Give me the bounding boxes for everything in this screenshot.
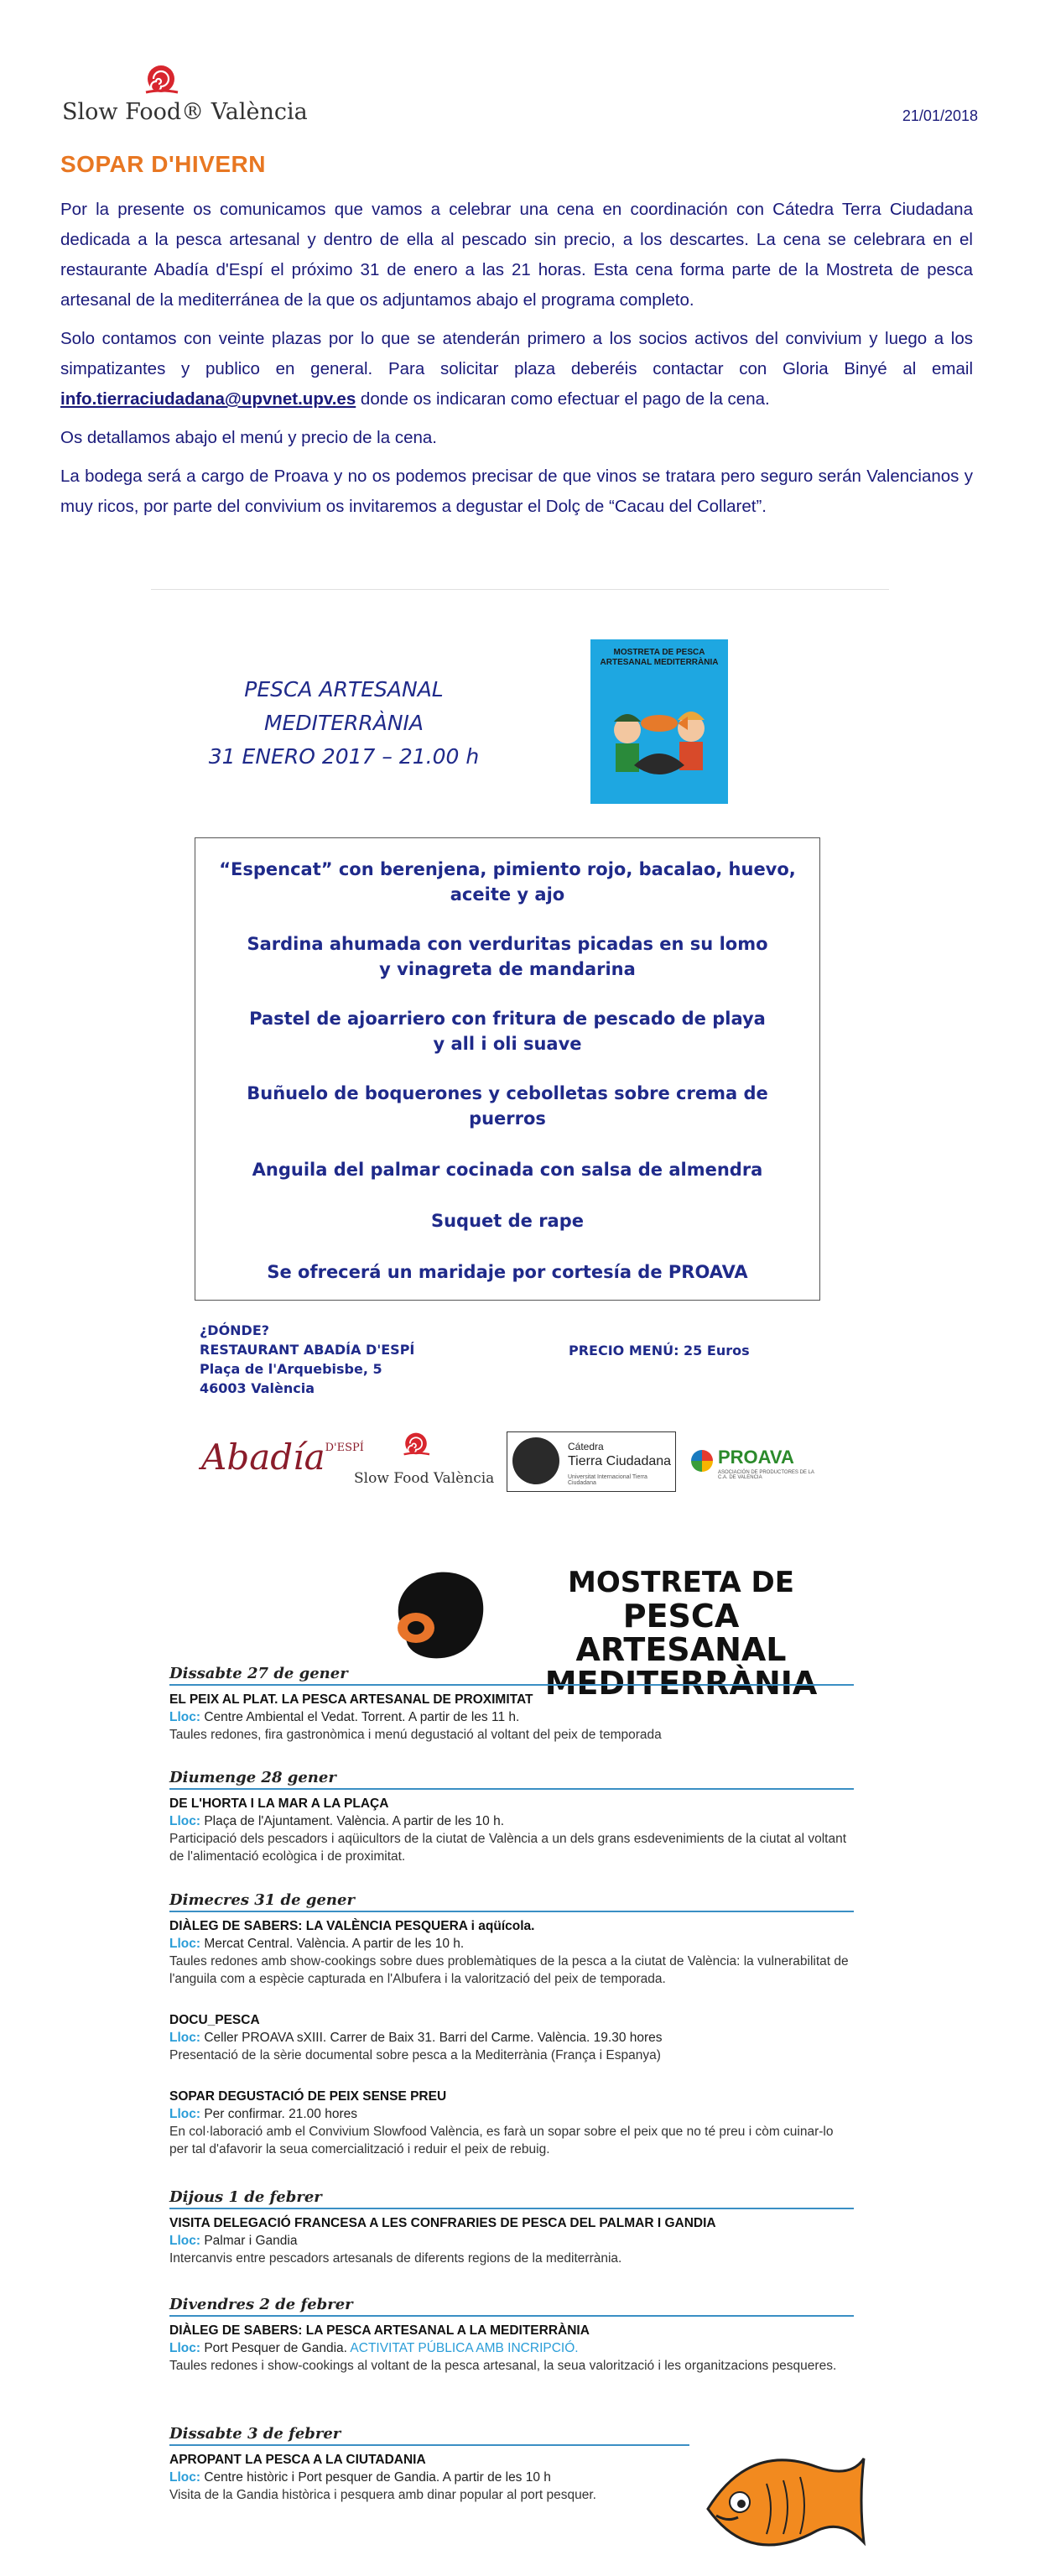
slow-food-valencia-logo bbox=[349, 1431, 500, 1492]
location-value: Centre Ambiental el Vedat. Torrent. A partir de les 11 h. bbox=[204, 1710, 520, 1724]
intro-paragraph: La bodega será a cargo de Proava y no os podemos precisar de que vinos se tratara pero seguro serán Valencianos y muy ricos, por parte del convivium os invitaremos a degustar el Dolç de “Cacau del Collaret”. bbox=[60, 467, 973, 516]
event-title: VISITA DELEGACIÓ FRANCESA A LES CONFRARIES DE PESCA DEL PALMAR I GANDIA bbox=[169, 2216, 716, 2230]
menu-box bbox=[195, 837, 820, 1301]
venue-name: RESTAURANT ABADÍA D'ESPÍ bbox=[200, 1342, 415, 1358]
location-value: Celler PROAVA sXIII. Carrer de Baix 31. Barri del Carme. València. 19.30 hores bbox=[204, 2031, 663, 2045]
event-heading bbox=[168, 673, 520, 774]
event-description: Presentació de la sèrie documental sobre pesca a la Mediterrània (França i Espanya) bbox=[169, 2048, 661, 2062]
document-date: 21/01/2018 bbox=[902, 107, 978, 124]
menu-item-line: Pastel de ajoarriero con fritura de pescado de playa bbox=[249, 1009, 766, 1029]
menu-item-line: Sardina ahumada con verduritas picadas en su lomo bbox=[247, 934, 768, 954]
programme-event bbox=[169, 1691, 854, 1744]
page-title: SOPAR D'HIVERN bbox=[60, 151, 266, 177]
event-title: SOPAR DEGUSTACIÓ DE PEIX SENSE PREU bbox=[169, 2089, 447, 2104]
event-description: En col·laboració amb el Convivium Slowfood València, es farà un sopar sobre el peix que no té preu i còm cuinar-lo per tal d'afavorir la seua comercialització i reduir el peix de rebuig. bbox=[169, 2125, 834, 2156]
menu-item-line: aceite y ajo bbox=[450, 884, 565, 905]
logo-wordmark: Slow Food® València bbox=[62, 99, 308, 125]
programme-day bbox=[169, 2425, 689, 2504]
event-description: Taules redones, fira gastronòmica i menú degustació al voltant del peix de temporada bbox=[169, 1728, 662, 1742]
event-line: 31 ENERO 2017 – 21.00 h bbox=[208, 744, 480, 769]
snail-icon bbox=[143, 64, 179, 97]
proava-name: PROAVA bbox=[718, 1447, 794, 1468]
day-heading: Dimecres 31 de gener bbox=[169, 1891, 854, 1912]
menu-item: Anguila del palmar cocinada con salsa de almendra bbox=[252, 1160, 763, 1180]
day-heading: Diumenge 28 gener bbox=[169, 1769, 854, 1790]
location-key: Lloc: bbox=[169, 2470, 201, 2485]
event-line: PESCA ARTESANAL bbox=[244, 677, 444, 701]
venue-label: ¿DÓNDE? bbox=[200, 1322, 270, 1338]
event-title: DE L'HORTA I LA MAR A LA PLAÇA bbox=[169, 1796, 389, 1811]
menu-item-line: “Espencat” con berenjena, pimiento rojo, bacalao, huevo, bbox=[219, 859, 796, 879]
divider bbox=[151, 589, 889, 590]
intro-paragraph bbox=[60, 324, 973, 415]
menu-item bbox=[212, 1006, 803, 1056]
poster-title: MOSTRETA DE PESCA ARTESANAL MEDITERRÀNIA bbox=[600, 648, 719, 667]
snail-icon bbox=[401, 1431, 431, 1458]
intro-text-part: donde os indicaran como efectuar el pago de la cena. bbox=[356, 389, 770, 409]
location-value: Per confirmar. 21.00 hores bbox=[204, 2107, 357, 2121]
menu-list bbox=[195, 838, 819, 1285]
menu-item bbox=[212, 857, 803, 907]
event-location bbox=[169, 2029, 854, 2047]
event-location bbox=[169, 1935, 854, 1953]
event-description: Taules redones amb show-cookings sobre dues problemàtiques de la pesca a la ciutat de València: la vulnerabilitat de l'anguila com a espècie capturada en l'Albufera i la valorització del peix de temporada. bbox=[169, 1954, 849, 1986]
programme-title-line: MOSTRETA DE bbox=[568, 1566, 794, 1599]
programme-event bbox=[169, 2011, 854, 2064]
mussel-icon bbox=[382, 1561, 491, 1670]
abadia-logo-text: Abadía bbox=[201, 1437, 325, 1478]
catedra-logo bbox=[507, 1431, 676, 1492]
catedra-text: Cátedra bbox=[568, 1441, 604, 1452]
fish-icon bbox=[699, 2425, 867, 2568]
location-key: Lloc: bbox=[169, 2107, 201, 2121]
day-heading: Dissabte 3 de febrer bbox=[169, 2425, 689, 2446]
programme-day bbox=[169, 2296, 854, 2375]
menu-price: PRECIO MENÚ: 25 Euros bbox=[569, 1343, 750, 1358]
programme-event bbox=[169, 2322, 854, 2375]
location-key: Lloc: bbox=[169, 2031, 201, 2045]
slow-food-wordmark: Slow Food València bbox=[354, 1470, 495, 1487]
menu-item-line: y all i oli suave bbox=[433, 1034, 582, 1054]
location-value: Port Pesquer de Gandia. bbox=[204, 2341, 351, 2355]
catedra-text: Tierra Ciudadana bbox=[568, 1454, 672, 1468]
menu-item: Buñuelo de boquerones y cebolletas sobre crema de puerros bbox=[247, 1083, 768, 1129]
event-location bbox=[169, 2105, 854, 2123]
venue-street: Plaça de l'Arquebisbe, 5 bbox=[200, 1361, 382, 1377]
registration-note: ACTIVITAT PÚBLICA AMB INCRIPCIÓ. bbox=[350, 2341, 579, 2355]
event-title: DOCU_PESCA bbox=[169, 2013, 260, 2027]
location-key: Lloc: bbox=[169, 1937, 201, 1951]
day-heading: Divendres 2 de febrer bbox=[169, 2296, 854, 2317]
event-title: APROPANT LA PESCA A LA CIUTADANIA bbox=[169, 2453, 426, 2467]
day-heading: Dissabte 27 de gener bbox=[169, 1665, 854, 1686]
event-description: Visita de la Gandia històrica i pesquera amb dinar popular al port pesquer. bbox=[169, 2488, 596, 2502]
event-line: MEDITERRÀNIA bbox=[263, 711, 424, 735]
programme-event bbox=[169, 1795, 854, 1865]
programme-event bbox=[169, 2214, 854, 2267]
programme-title-line: MEDITERRÀNIA bbox=[544, 1665, 818, 1702]
location-key: Lloc: bbox=[169, 1814, 201, 1828]
programme-event bbox=[169, 2088, 854, 2158]
location-value: Plaça de l'Ajuntament. València. A partir de les 10 h. bbox=[204, 1814, 505, 1828]
event-location bbox=[169, 1812, 854, 1830]
event-poster bbox=[590, 639, 728, 804]
event-location bbox=[169, 2232, 854, 2250]
location-value: Mercat Central. València. A partir de les 10 h. bbox=[204, 1937, 465, 1951]
event-description: Intercanvis entre pescadors artesanals de diferents regions de la mediterrània. bbox=[169, 2251, 622, 2266]
seal-icon bbox=[512, 1437, 559, 1484]
catedra-subtext: Universitat Internacional Tierra Ciudadana bbox=[568, 1474, 647, 1486]
intro-paragraph: Os detallamos abajo el menú y precio de la cena. bbox=[60, 428, 437, 447]
programme-event bbox=[169, 2451, 689, 2504]
programme-day bbox=[169, 1665, 854, 1744]
slow-food-logo bbox=[62, 64, 308, 131]
menu-item: Suquet de rape bbox=[430, 1211, 585, 1231]
event-title: DIÀLEG DE SABERS: LA VALÈNCIA PESQUERA i aqüícola. bbox=[169, 1919, 535, 1933]
poster-illustration-icon bbox=[590, 639, 728, 804]
event-location bbox=[169, 2339, 854, 2357]
day-heading: Dijous 1 de febrer bbox=[169, 2188, 854, 2209]
proava-subtext: ASOCIACIÓN DE PRODUCTORES DE LA C.A. DE VALENCIA bbox=[718, 1470, 814, 1480]
location-key: Lloc: bbox=[169, 2234, 201, 2248]
programme-title-line: PESCA ARTESANAL bbox=[575, 1598, 787, 1668]
venue-city: 46003 València bbox=[200, 1380, 315, 1396]
programme-event bbox=[169, 1917, 854, 1988]
intro-text-part: Solo contamos con veinte plazas por lo que se atenderán primero a los socios activos del convivium y luego a los simpatizantes y publico en general. Para solicitar plaza deberéis contactar con Gloria Binyé al email bbox=[60, 329, 973, 378]
venue-info bbox=[200, 1321, 414, 1398]
location-key: Lloc: bbox=[169, 1710, 201, 1724]
programme-day bbox=[169, 1769, 854, 1865]
event-description: Participació dels pescadors i aqüicultors de la ciutat de València a un dels grans esdevenimients de la ciutat al voltant de l'alimentació ecològica i de proximitat. bbox=[169, 1832, 847, 1864]
proava-logo bbox=[691, 1447, 817, 1485]
abadia-logo bbox=[201, 1437, 364, 1478]
email-link[interactable]: info.tierraciudadana@upvnet.upv.es bbox=[60, 389, 356, 409]
location-value: Centre històric i Port pesquer de Gandia. A partir de les 10 h bbox=[204, 2470, 551, 2485]
abadia-logo-sup: D'ESPÍ bbox=[325, 1442, 364, 1454]
proava-icon bbox=[691, 1450, 713, 1472]
event-title: EL PEIX AL PLAT. LA PESCA ARTESANAL DE PROXIMITAT bbox=[169, 1692, 533, 1707]
programme-day bbox=[169, 1891, 854, 2158]
event-description: Taules redones i show-cookings al voltant de la pesca artesanal, la seua valorització i les organitzacions pesqueres. bbox=[169, 2359, 837, 2373]
location-key: Lloc: bbox=[169, 2341, 201, 2355]
location-value: Palmar i Gandia bbox=[204, 2234, 298, 2248]
event-location bbox=[169, 2469, 689, 2486]
intro-text bbox=[60, 195, 973, 530]
event-location bbox=[169, 1708, 854, 1726]
menu-item bbox=[212, 931, 803, 982]
intro-paragraph: Por la presente os comunicamos que vamos a celebrar una cena en coordinación con Cátedra Terra Ciudadana dedicada a la pesca artesanal y dentro de ella al pescado sin precio, a los descartes. La cena se celebrara en el restaurante Abadía d'Espí el próximo 31 de enero a las 21 horas. Esta cena forma parte de la Mostreta de pesca artesanal de la mediterránea de la que os adjuntamos abajo el programa completo. bbox=[60, 200, 973, 310]
programme-day bbox=[169, 2188, 854, 2267]
menu-item: Se ofrecerá un maridaje por cortesía de PROAVA bbox=[267, 1262, 748, 1282]
menu-item-line: y vinagreta de mandarina bbox=[379, 959, 636, 979]
event-title: DIÀLEG DE SABERS: LA PESCA ARTESANAL A LA MEDITERRÀNIA bbox=[169, 2323, 590, 2338]
